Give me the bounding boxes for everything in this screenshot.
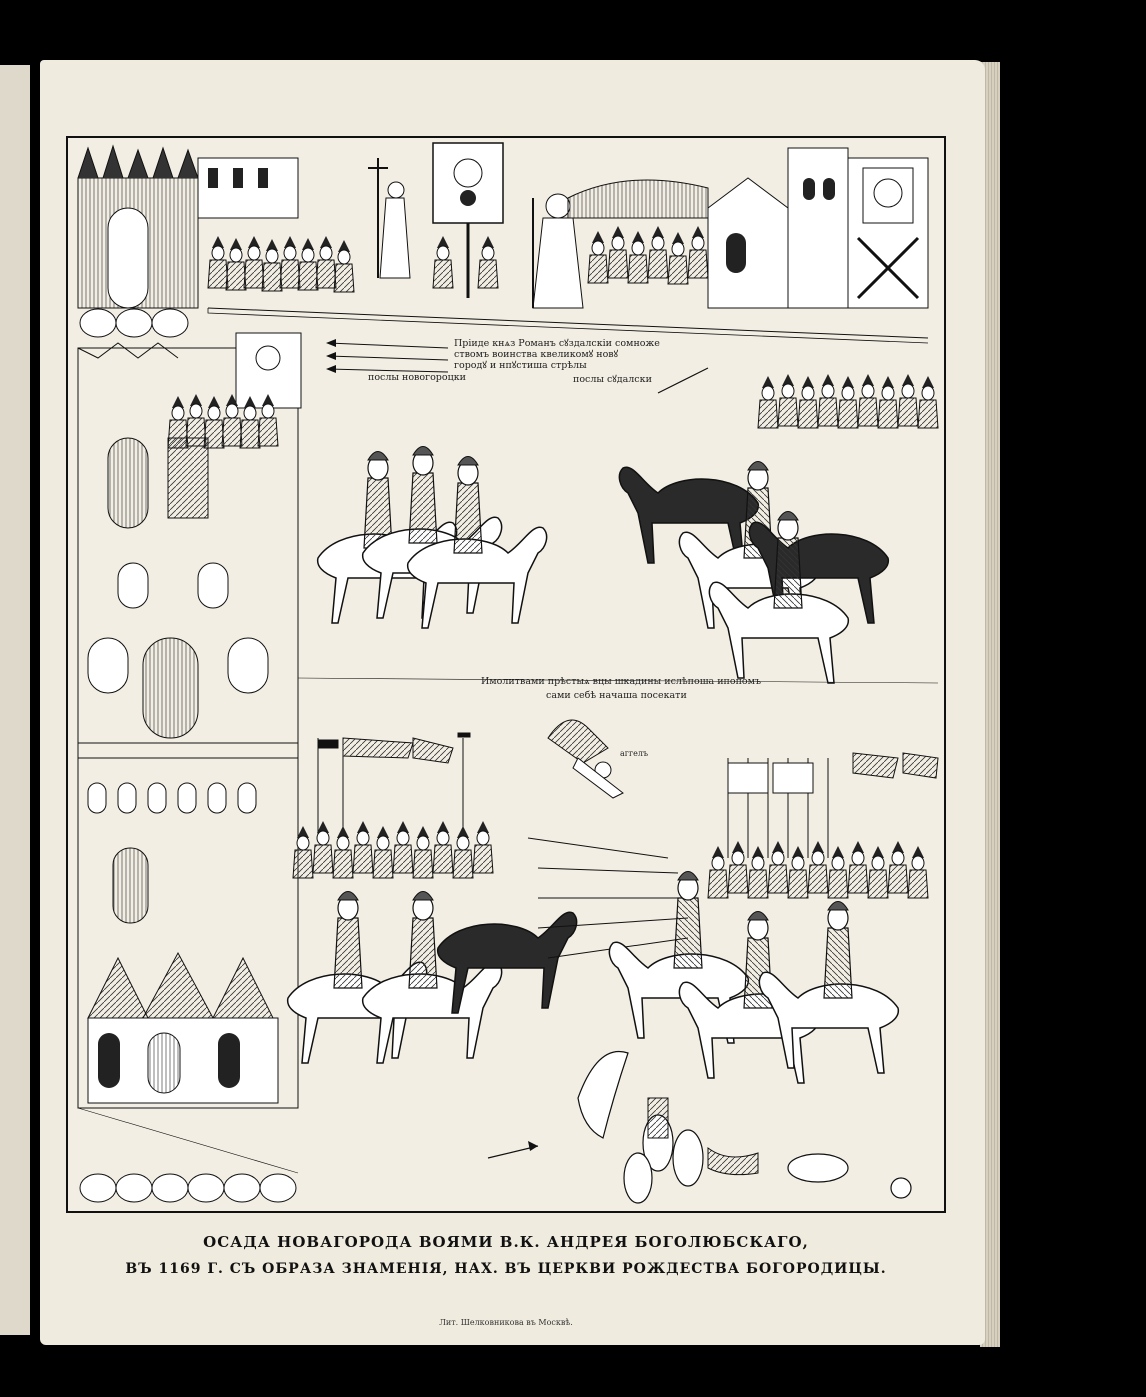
inscription-line-3: городꙋ и нпꙋстиша стрѣлы xyxy=(454,360,587,371)
engraving-frame xyxy=(66,136,946,1213)
plate-title-line-1: ОСАДА НОВАГОРОДА ВОЯМИ В.К. АНДРЕЯ БОГОЛЮБСКАГО, xyxy=(203,1233,809,1251)
previous-page-edge xyxy=(0,65,30,1335)
inscription-middle-line-2: сами себѣ начаша посекати xyxy=(546,690,687,701)
battle-scene xyxy=(288,720,938,1203)
suzdal-envoys-label: послы сꙋдалски xyxy=(573,374,652,385)
inscription-line-1: Прiиде кнѧз Романъ сꙋздалскiи сомноже xyxy=(454,338,660,349)
engraving-illustration xyxy=(68,138,944,1211)
plate-title-line-2: ВЪ 1169 Г. СЪ ОБРАЗА ЗНАМЕНIЯ, НАХ. ВЪ ЦЕРКВИ РОЖДЕСТВА БОГОРОДИЦЫ. xyxy=(125,1261,887,1277)
novgorod-envoys-label: послы новогороцки xyxy=(368,372,466,383)
novgorod-city-wall xyxy=(78,343,298,1202)
inscription-middle-line-1: Имолитвами прѣстыѧ вцы шкадины ислѣпоша ипопомъ xyxy=(481,676,762,687)
procession-scene xyxy=(78,143,928,343)
lithographer-imprint: Лит. Шелковникова въ Москвѣ. xyxy=(439,1318,573,1327)
inscription-line-2: ствомъ воинства квеликомꙋ новꙋ xyxy=(454,349,619,360)
angel-label: аггелъ xyxy=(620,749,649,758)
